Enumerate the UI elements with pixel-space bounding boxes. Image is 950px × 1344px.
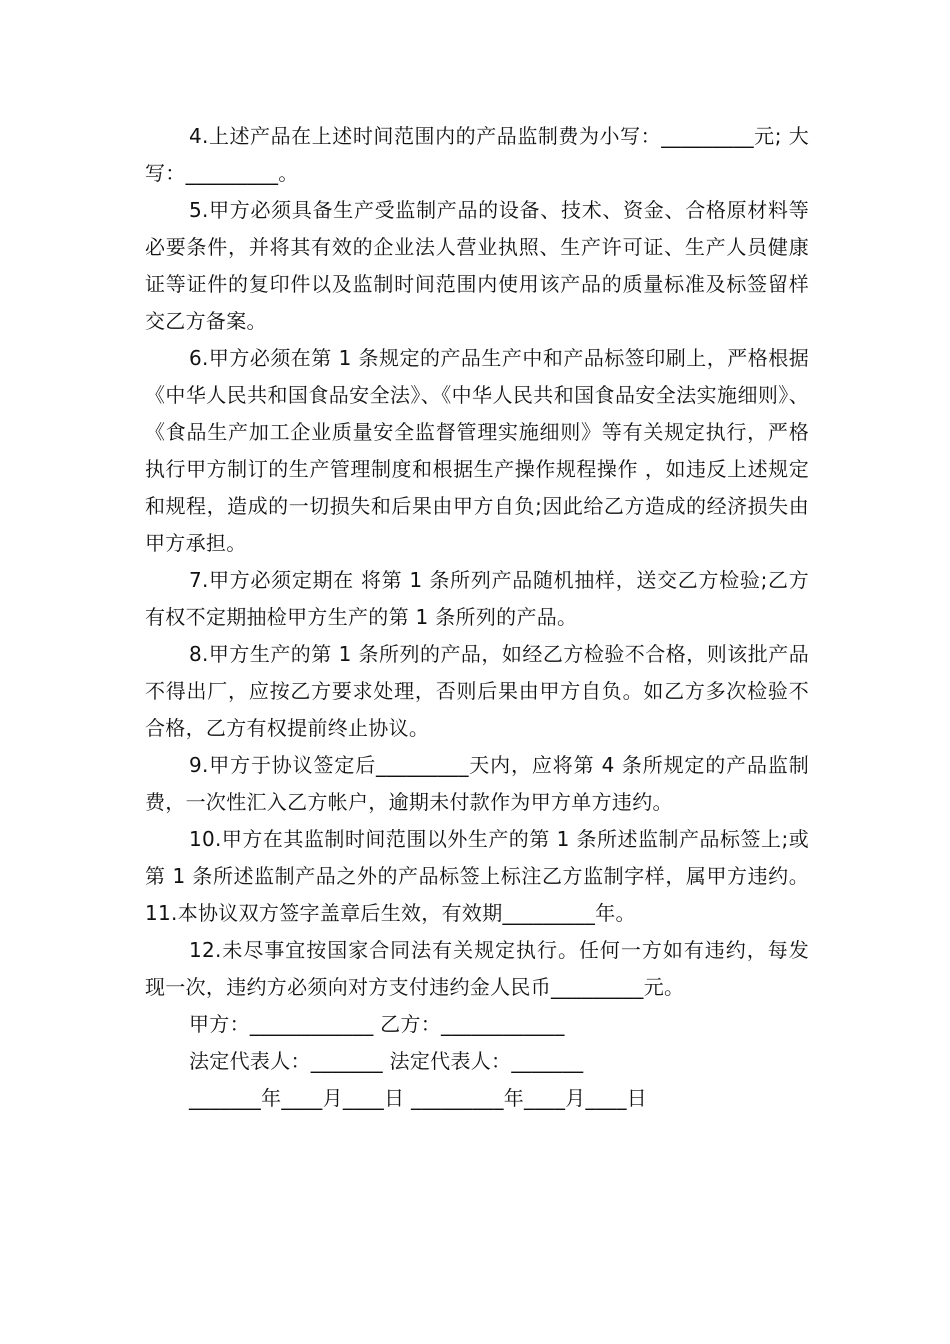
clause-10-11: 10.甲方在其监制时间范围以外生产的第 1 条所述监制产品标签上;或第 1 条所述监制产品之外的产品标签上标注乙方监制字样，属甲方违约。11.本协议双方签字盖章后生效，有效期_________年。 <box>145 827 809 925</box>
clause-6: 6.甲方必须在第 1 条规定的产品生产中和产品标签印刷上，严格根据《中华人民共和国食品安全法》、《中华人民共和国食品安全法实施细则》、《食品生产加工企业质量安全监督管理实施细则》等有关规定执行，严格执行甲方制订的生产管理制度和根据生产操作规程操作 ，如违反上述规定和规程，造成的一切损失和后果由甲方自负;因此给乙方造成的经济损失由甲方承担。 <box>145 346 809 555</box>
clause-9: 9.甲方于协议签定后_________天内，应将第 4 条所规定的产品监制费，一次性汇入乙方帐户，逾期未付款作为甲方单方违约。 <box>145 753 809 814</box>
signature-parties: 甲方：____________ 乙方：____________ <box>189 1012 565 1036</box>
clause-12: 12.未尽事宜按国家合同法有关规定执行。任何一方如有违约，每发现一次，违约方必须向对方支付违约金人民币_________元。 <box>145 938 809 999</box>
clause-7: 7.甲方必须定期在 将第 1 条所列产品随机抽样，送交乙方检验;乙方有权不定期抽检甲方生产的第 1 条所列的产品。 <box>145 568 809 629</box>
contract-page <box>145 118 809 1117</box>
clause-4: 4.上述产品在上述时间范围内的产品监制费为小写：_________元; 大写：_________。 <box>145 124 809 185</box>
clause-5: 5.甲方必须具备生产受监制产品的设备、技术、资金、合格原材料等必要条件，并将其有效的企业法人营业执照、生产许可证、生产人员健康证等证件的复印件以及监制时间范围内使用该产品的质量标准及标签留样交乙方备案。 <box>145 198 809 333</box>
clause-8: 8.甲方生产的第 1 条所列的产品，如经乙方检验不合格，则该批产品不得出厂，应按乙方要求处理，否则后果由甲方自负。如乙方多次检验不合格，乙方有权提前终止协议。 <box>145 642 809 740</box>
signature-representatives: 法定代表人：_______ 法定代表人：_______ <box>189 1049 584 1073</box>
signature-dates: _______年____月____日 _________年____月____日 <box>189 1086 648 1110</box>
